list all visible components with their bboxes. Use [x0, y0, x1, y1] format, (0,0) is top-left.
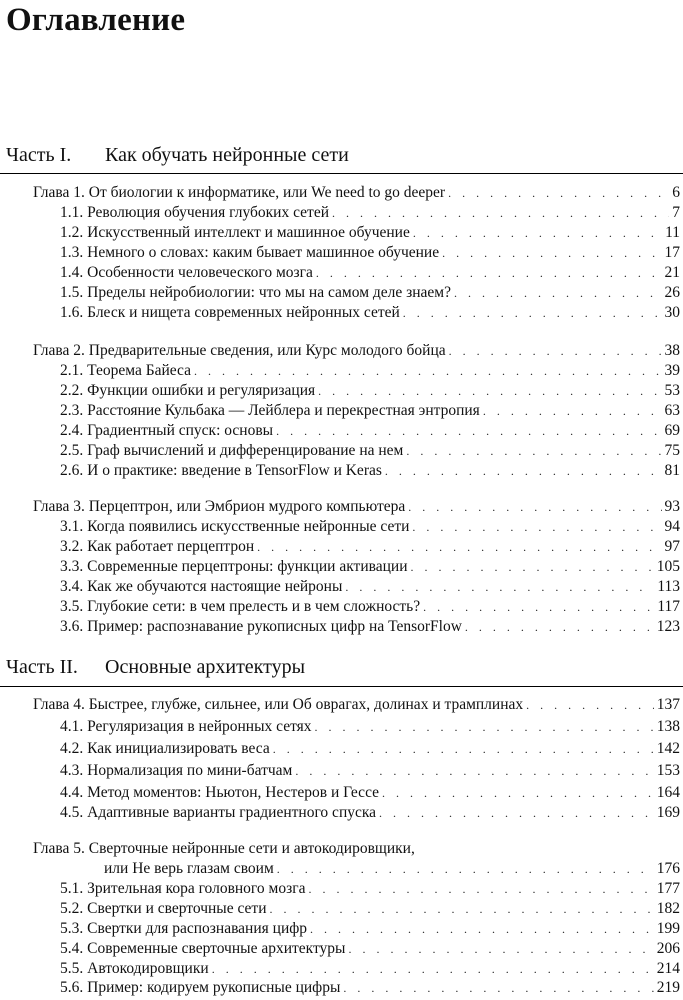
section-title: 1.1. Революция обучения глубоких сетей	[60, 204, 329, 221]
toc-section[interactable]	[60, 303, 680, 323]
toc-section[interactable]	[60, 597, 680, 617]
toc-chapter[interactable]	[33, 497, 680, 517]
toc-section[interactable]	[60, 939, 680, 959]
leader-dots	[316, 263, 662, 283]
section-title: 2.4. Градиентный спуск: основы	[60, 422, 274, 439]
leader-dots	[385, 461, 662, 481]
section-title: 5.2. Свертки и сверточные сети	[60, 900, 267, 917]
section-title: 5.3. Свертки для распознавания цифр	[60, 920, 308, 937]
section-title: 3.6. Пример: распознавание рукописных цифр на TensorFlow	[60, 618, 462, 635]
toc-chapter[interactable]	[33, 695, 680, 715]
toc-section[interactable]	[60, 899, 680, 919]
leader-dots	[465, 617, 654, 637]
page-number: 123	[656, 618, 680, 635]
toc-section[interactable]	[60, 761, 680, 781]
section-title: 2.6. И о практике: введение в TensorFlow и Keras	[60, 462, 382, 479]
page-number: 113	[657, 578, 680, 595]
leader-dots	[194, 361, 661, 381]
section-title: 4.2. Как инициализировать веса	[60, 740, 270, 757]
page-number: 11	[665, 224, 680, 241]
page-number: 38	[664, 342, 680, 359]
section-title: 4.1. Регуляризация в нейронных сетях	[60, 718, 312, 735]
page-number: 63	[664, 402, 680, 419]
section-title: 3.4. Как же обучаются настоящие нейроны	[60, 578, 343, 595]
section-title: 1.3. Немного о словах: каким бывает машинное обучение	[60, 244, 440, 261]
toc-section[interactable]	[60, 203, 680, 223]
leader-dots	[408, 497, 661, 517]
toc-section[interactable]	[60, 919, 680, 939]
page-number: 206	[656, 940, 680, 957]
toc-section[interactable]	[60, 879, 680, 899]
toc-section[interactable]	[60, 283, 680, 303]
page-number: 21	[664, 264, 680, 281]
page-number: 176	[656, 860, 680, 877]
page-number: 142	[656, 740, 680, 757]
leader-dots	[483, 401, 662, 421]
section-title: 2.5. Граф вычислений и дифференцирование на нем	[60, 442, 404, 459]
chapter-title: Глава 3. Перцептрон, или Эмбрион мудрого компьютера	[33, 498, 406, 515]
leader-dots	[526, 695, 654, 715]
toc-section[interactable]	[60, 401, 680, 421]
part-heading	[6, 143, 349, 167]
page-number: 93	[664, 498, 680, 515]
toc-section[interactable]	[60, 537, 680, 557]
leader-dots	[442, 243, 661, 263]
toc-section[interactable]	[60, 461, 680, 481]
leader-dots	[310, 919, 654, 939]
toc-section[interactable]	[60, 517, 680, 537]
section-title: 4.3. Нормализация по мини-батчам	[60, 762, 293, 779]
toc-section[interactable]	[60, 381, 680, 401]
leader-dots	[348, 939, 653, 959]
part-number: Часть I.	[6, 144, 72, 166]
page-number: 153	[656, 762, 680, 779]
page-number: 138	[656, 718, 680, 735]
toc-section[interactable]	[60, 441, 680, 461]
section-title: 5.5. Автокодировщики	[60, 960, 209, 977]
toc-chapter[interactable]	[33, 341, 680, 361]
toc-section[interactable]	[60, 783, 680, 803]
section-title: 1.4. Особенности человеческого мозга	[60, 264, 313, 281]
leader-dots	[423, 597, 654, 617]
section-title: 3.5. Глубокие сети: в чем прелесть и в чем сложность?	[60, 598, 421, 615]
page-number: 182	[656, 900, 680, 917]
page-number: 169	[656, 804, 680, 821]
leader-dots	[315, 717, 654, 737]
page-number: 39	[664, 362, 680, 379]
leader-dots	[448, 183, 669, 203]
leader-dots	[277, 859, 654, 879]
divider	[0, 686, 683, 687]
section-title: 5.6. Пример: кодируем рукописные цифры	[60, 979, 341, 996]
section-title: 1.5. Пределы нейробиологии: что мы на самом деле знаем?	[60, 284, 451, 301]
leader-dots	[257, 537, 661, 557]
leader-dots	[273, 739, 654, 759]
toc-section[interactable]	[60, 223, 680, 243]
section-title: 2.3. Расстояние Кульбака — Лейблера и перекрестная энтропия	[60, 402, 480, 419]
leader-dots	[406, 441, 661, 461]
leader-dots	[449, 341, 662, 361]
part-heading	[6, 655, 305, 679]
toc-section[interactable]	[60, 263, 680, 283]
toc-section[interactable]	[60, 243, 680, 263]
page-number: 81	[664, 462, 680, 479]
leader-dots	[308, 879, 653, 899]
leader-dots	[332, 203, 669, 223]
chapter-title: Глава 4. Быстрее, глубже, сильнее, или Об оврагах, долинах и трамплинах	[33, 696, 524, 713]
section-title: 5.4. Современные сверточные архитектуры	[60, 940, 346, 957]
section-title: 3.3. Современные перцептроны: функции активации	[60, 558, 408, 575]
page-number: 53	[664, 382, 680, 399]
leader-dots	[454, 283, 662, 303]
divider	[0, 173, 683, 174]
page-number: 69	[664, 422, 680, 439]
toc-section[interactable]	[60, 803, 680, 823]
toc-chapter-continuation[interactable]	[104, 859, 680, 879]
page-number: 75	[664, 442, 680, 459]
section-title: 4.5. Адаптивные варианты градиентного спуска	[60, 804, 377, 821]
page-number: 214	[656, 960, 680, 977]
section-title: 2.1. Теорема Байеса	[60, 362, 192, 379]
toc-section[interactable]	[60, 739, 680, 759]
section-title: 5.1. Зрительная кора головного мозга	[60, 880, 306, 897]
chapter-title: Глава 2. Предварительные сведения, или Курс молодого бойца	[33, 342, 446, 359]
leader-dots	[403, 303, 662, 323]
page-number: 137	[656, 696, 680, 713]
part-title: Как обучать нейронные сети	[105, 144, 349, 166]
section-title: 3.2. Как работает перцептрон	[60, 538, 255, 555]
section-title: 1.2. Искусственный интеллект и машинное обучение	[60, 224, 410, 241]
chapter-title: Глава 5. Сверточные нейронные сети и автокодировщики,	[33, 840, 415, 857]
leader-dots	[276, 421, 661, 441]
leader-dots	[411, 557, 654, 577]
leader-dots	[382, 783, 654, 803]
page-number: 30	[664, 304, 680, 321]
toc-section[interactable]	[60, 421, 680, 441]
toc-section[interactable]	[60, 557, 680, 577]
toc-section[interactable]	[60, 617, 680, 637]
page-number: 164	[656, 784, 680, 801]
page-number: 117	[657, 598, 680, 615]
page-number: 97	[664, 538, 680, 555]
toc-section[interactable]	[60, 959, 680, 979]
leader-dots	[412, 517, 661, 537]
page-number: 177	[656, 880, 680, 897]
page-title: Оглавление	[6, 2, 186, 38]
leader-dots	[270, 899, 654, 919]
leader-dots	[295, 761, 653, 781]
toc-chapter[interactable]	[33, 183, 680, 203]
toc-section[interactable]	[60, 361, 680, 381]
section-title: 4.4. Метод моментов: Ньютон, Нестеров и Гессе	[60, 784, 380, 801]
page-number: 94	[664, 518, 680, 535]
leader-dots	[318, 381, 661, 401]
leader-dots	[212, 959, 654, 979]
page-number: 199	[656, 920, 680, 937]
leader-dots	[343, 978, 653, 998]
section-title: 2.2. Функции ошибки и регуляризация	[60, 382, 316, 399]
leader-dots	[345, 577, 654, 597]
page-number: 6	[672, 184, 680, 201]
part-number: Часть II.	[6, 656, 78, 678]
toc-section[interactable]	[60, 978, 680, 998]
page-number: 105	[656, 558, 680, 575]
page-number: 17	[664, 244, 680, 261]
page-number: 26	[664, 284, 680, 301]
leader-dots	[413, 223, 662, 243]
chapter-title-continuation: или Не верь глазам своим	[104, 860, 274, 877]
toc-chapter[interactable]	[33, 839, 680, 859]
toc-section[interactable]	[60, 577, 680, 597]
section-title: 1.6. Блеск и нищета современных нейронных сетей	[60, 304, 400, 321]
page-number: 219	[656, 979, 680, 996]
toc-section[interactable]	[60, 717, 680, 737]
leader-dots	[379, 803, 654, 823]
part-title: Основные архитектуры	[105, 656, 306, 678]
chapter-title: Глава 1. От биологии к информатике, или We need to go deeper	[33, 184, 446, 201]
section-title: 3.1. Когда появились искусственные нейронные сети	[60, 518, 410, 535]
page-number: 7	[672, 204, 680, 221]
